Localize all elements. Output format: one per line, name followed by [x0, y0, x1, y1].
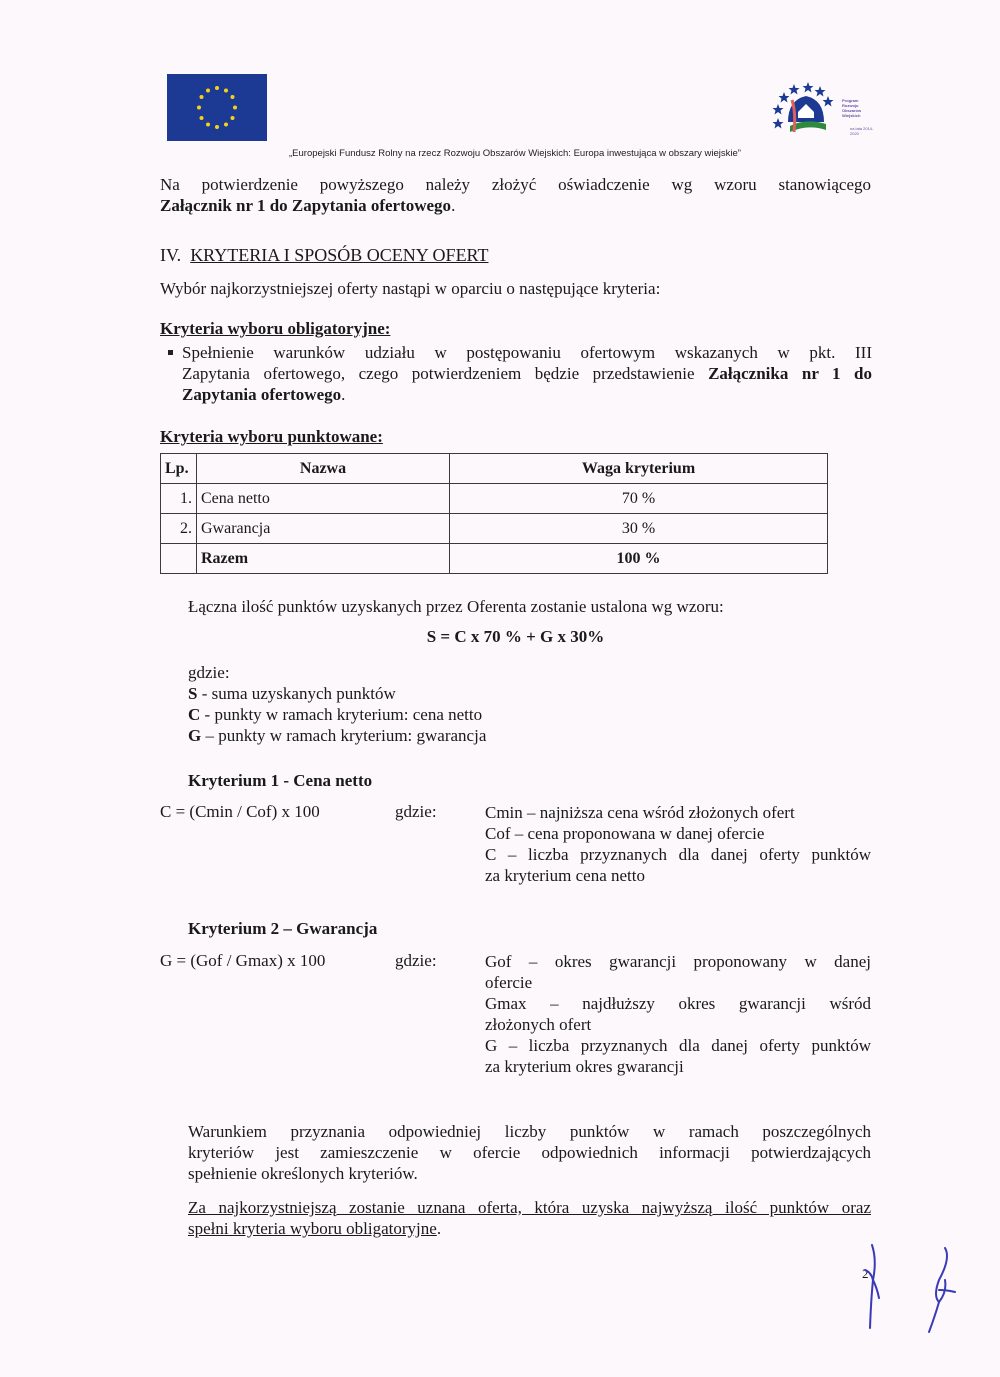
formula-legend: gdzie: S - suma uzyskanych punktów C - punkty w ramach kryterium: cena netto G – punkty w ramach kryterium: gwarancja — [188, 663, 487, 745]
criterion2-where: gdzie: — [395, 951, 437, 970]
prow-logo — [772, 82, 882, 138]
criteria-table — [160, 453, 828, 574]
signature — [855, 1240, 975, 1335]
rural-house-emblem-icon — [772, 82, 840, 138]
prow-logo-text: Program Rozwoju Obszarów Wiejskich — [842, 98, 862, 118]
table-row: 1. Cena netto 70 % — [161, 484, 828, 514]
eu-stars-icon — [167, 74, 267, 141]
funding-caption: „Europejski Fundusz Rolny na rzecz Rozwoju Obszarów Wiejskich: Europa inwestująca w obszary wiejskie” — [289, 148, 741, 159]
formula-intro: Łączna ilość punktów uzyskanych przez Oferenta zostanie ustalona wg wzoru: — [188, 597, 724, 616]
closing-paragraph: Warunkiem przyznania odpowiedniej liczby punktów w ramach poszczególnych kryteriów jest zamieszczenie w ofercie odpowiednich informacji potwierdzających spełnienie określonych kryteriów. — [188, 1122, 871, 1183]
intro-paragraph: Na potwierdzenie powyższego należy złożyć oświadczenie wg wzoru stanowiącego Załącznik nr 1 do Zapytania ofertowego. — [160, 175, 871, 215]
section-lead: Wybór najkorzystniejszej oferty nastąpi w oparciu o następujące kryteria: — [160, 279, 661, 298]
criterion1-heading: Kryterium 1 - Cena netto — [188, 771, 373, 790]
mandatory-criteria-heading: Kryteria wyboru obligatoryjne: — [160, 319, 391, 338]
main-formula: S = C x 70 % + G x 30% — [426, 627, 605, 646]
bullet-icon — [168, 350, 173, 355]
eu-flag-logo — [167, 74, 267, 141]
criterion1-where: gdzie: — [395, 802, 437, 821]
handwritten-initials-icon — [855, 1240, 975, 1335]
prow-logo-years: na lata 2014-2020 — [850, 126, 874, 136]
criterion2-heading: Kryterium 2 – Gwarancja — [188, 919, 378, 938]
criterion1-definitions: Cmin – najniższa cena wśród złożonych ofert Cof – cena proponowana w danej ofercie C – liczba przyznanych dla danej oferty punktów za kryterium cena netto — [485, 803, 871, 885]
closing-underlined-statement: Za najkorzystniejszą zostanie uznana oferta, która uzyska najwyższą ilość punktów oraz spełni kryteria wyboru obligatoryjne. — [188, 1198, 871, 1238]
criterion2-formula: G = (Gof / Gmax) x 100 — [160, 951, 326, 970]
section-heading: IV. KRYTERIA I SPOSÓB OCENY OFERT — [160, 245, 489, 265]
table-header-row: Lp. Nazwa Waga kryterium — [161, 454, 828, 484]
table-row: 2. Gwarancja 30 % — [161, 514, 828, 544]
criterion1-formula: C = (Cmin / Cof) x 100 — [160, 802, 320, 821]
page-number: 2 — [862, 1266, 869, 1281]
mandatory-criteria-item: Spełnienie warunków udziału w postępowaniu ofertowym wskazanych w pkt. III Zapytania ofertowego, czego potwierdzeniem będzie przedstawienie Załącznika nr 1 do Zapytania ofertowego. — [182, 343, 873, 404]
table-total-row: Razem 100 % — [161, 544, 828, 574]
scored-criteria-heading: Kryteria wyboru punktowane: — [160, 427, 383, 446]
criterion2-definitions: Gof – okres gwarancji proponowany w danej ofercie Gmax – najdłuższy okres gwarancji wśród złożonych ofert G – liczba przyznanych dla danej oferty punktów za kryterium okres gwarancji — [485, 952, 871, 1076]
